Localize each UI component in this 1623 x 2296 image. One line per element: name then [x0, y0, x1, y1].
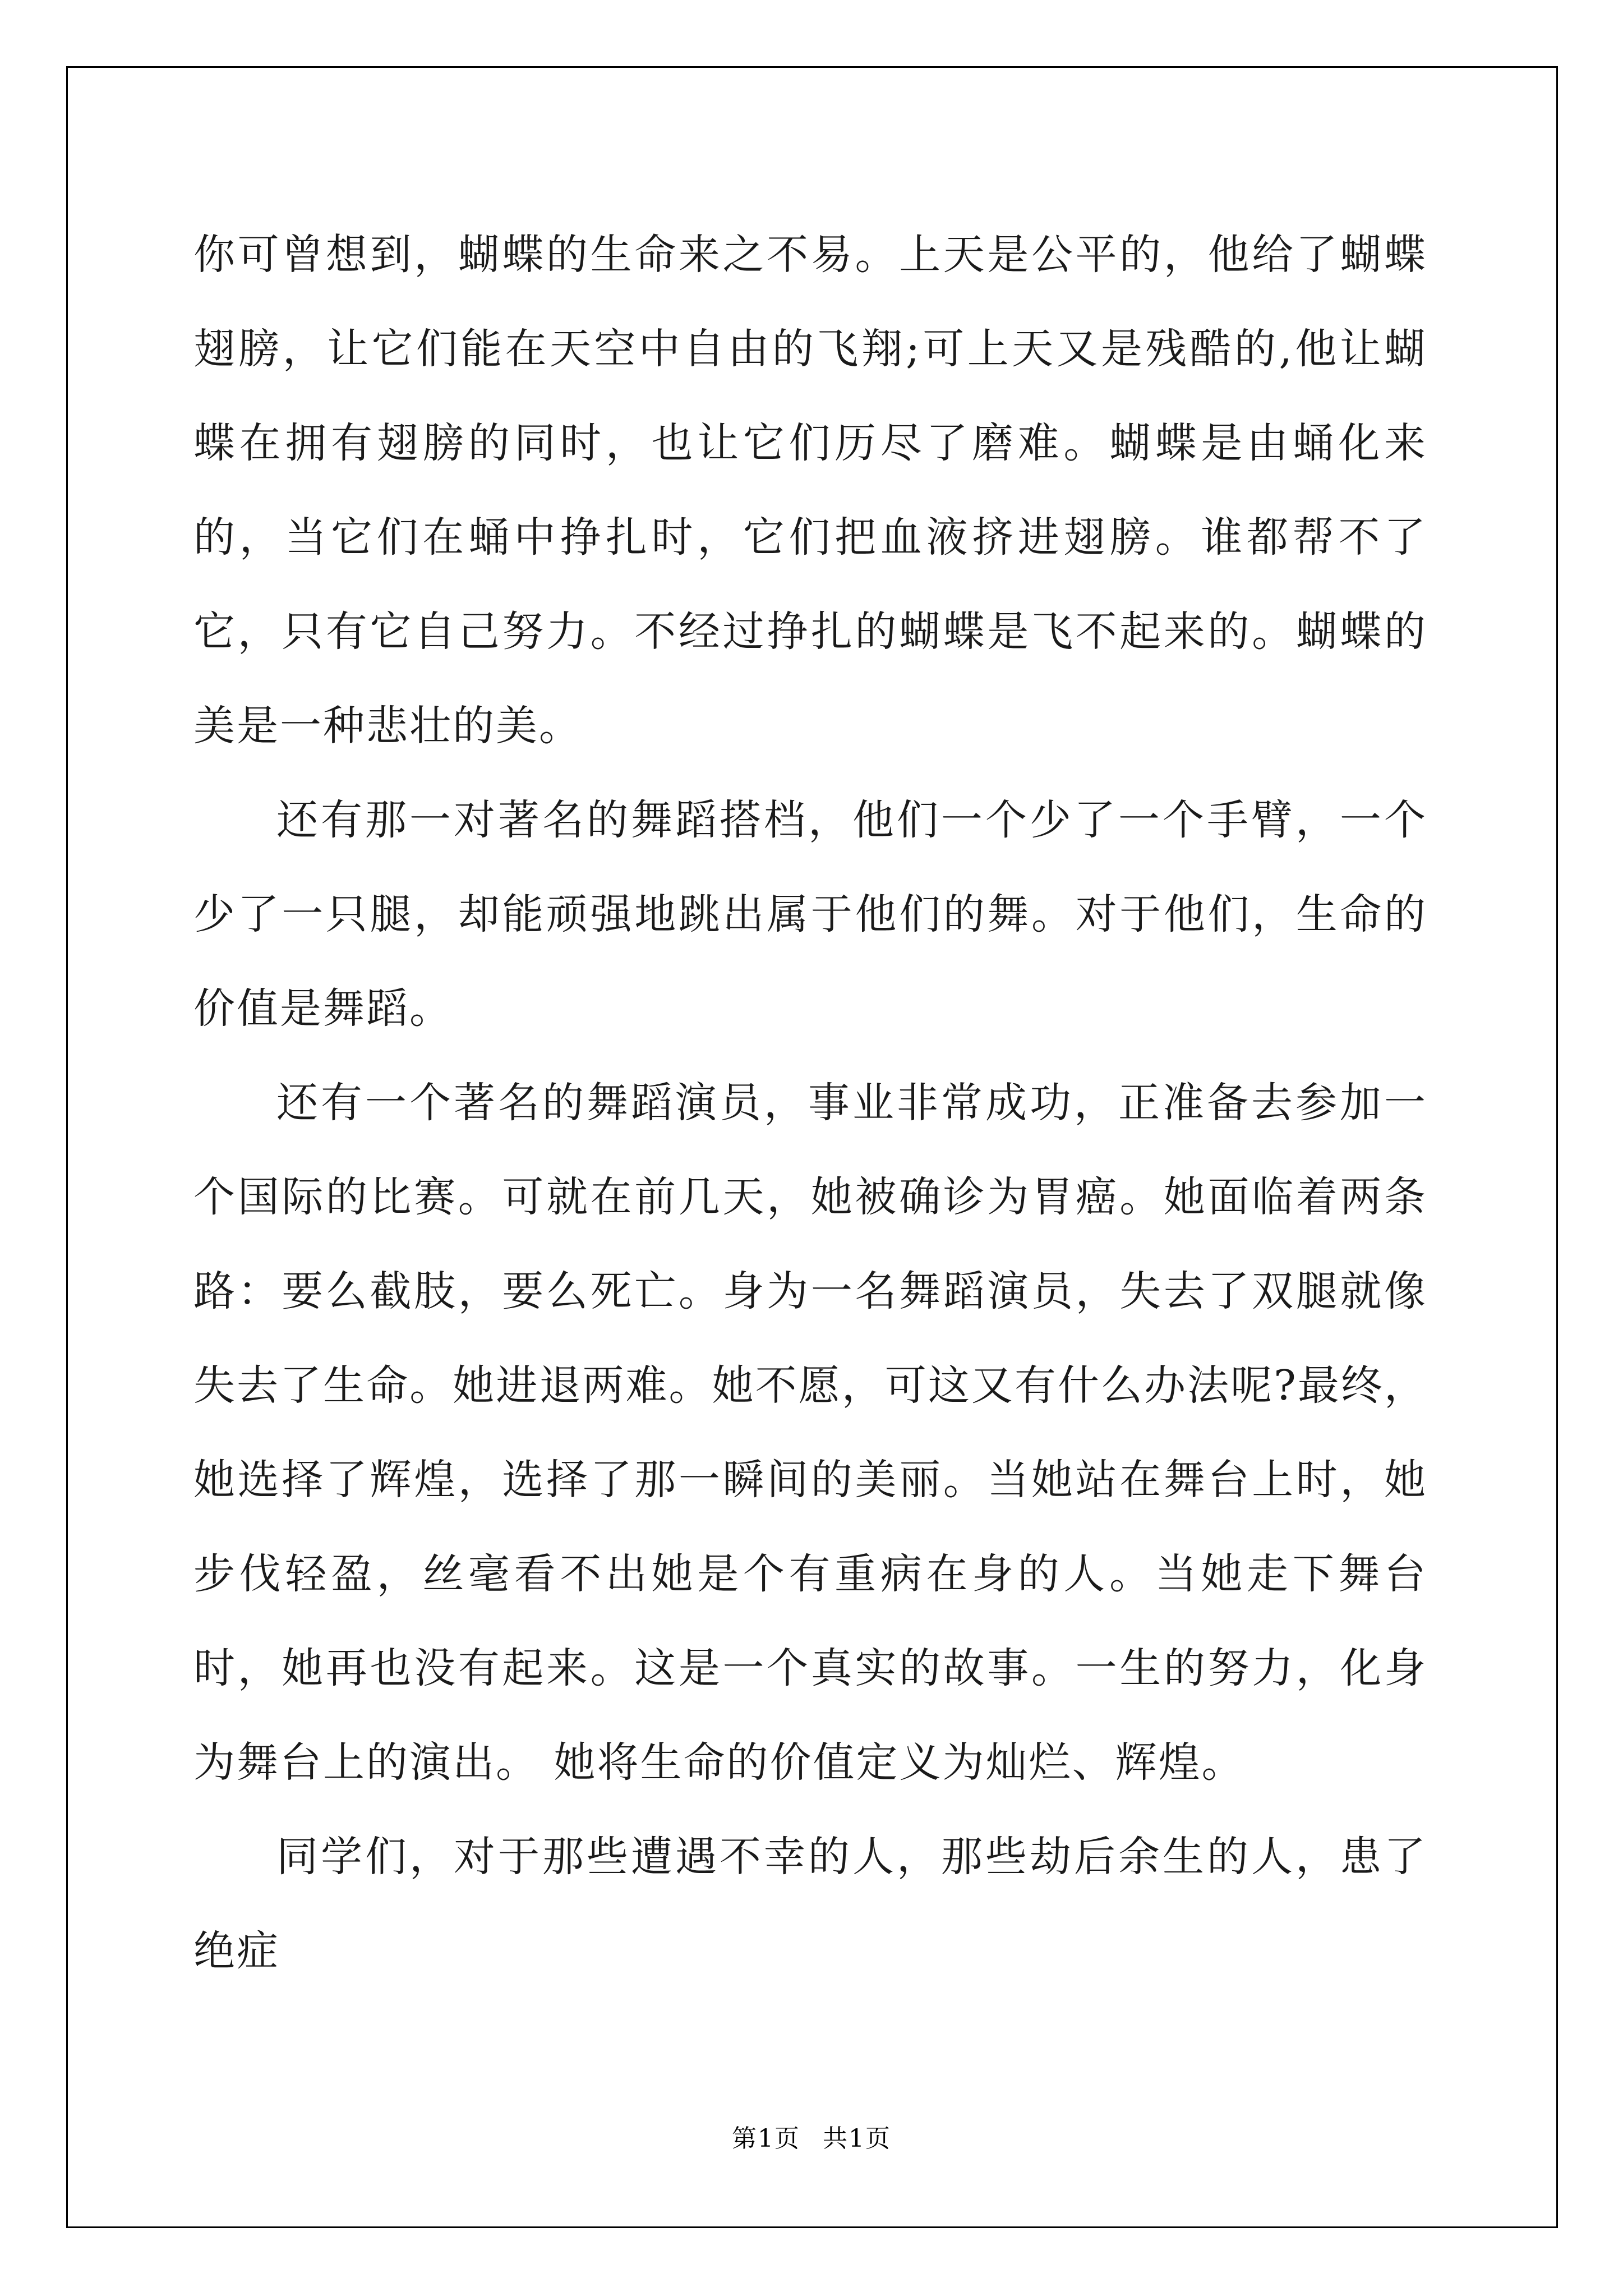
document-body: [193, 208, 1427, 1998]
paragraph-2: 还有那一对著名的舞蹈搭档，他们一个少了一个手臂，一个少了一只腿，却能顽强地跳出属于他们的舞。对于他们，生命的价值是舞蹈。: [193, 796, 1427, 1033]
page-footer: [0, 2118, 1623, 2154]
paragraph-4: 同学们，对于那些遭遇不幸的人，那些劫后余生的人，患了绝症: [193, 1833, 1427, 1975]
page-number: 第1页: [732, 2124, 800, 2153]
page-total: 共1页: [823, 2124, 891, 2153]
paragraph-3: 还有一个著名的舞蹈演员，事业非常成功，正准备去参加一个国际的比赛。可就在前几天，她被确诊为胃癌。她面临着两条路：要么截肢，要么死亡。身为一名舞蹈演员，失去了双腿就像失去了生命。她进退两难。她不愿，可这又有什么办法呢?最终，她选择了辉煌，选择了那一瞬间的美丽。当她站在舞台上时，她步伐轻盈，丝毫看不出她是个有重病在身的人。当她走下舞台时，她再也没有起来。这是一个真实的故事。一生的努力，化身为舞台上的演出。 她将生命的价值定义为灿烂、辉煌。: [193, 1079, 1427, 1787]
paragraph-1: 你可曾想到，蝴蝶的生命来之不易。上天是公平的，他给了蝴蝶翅膀，让它们能在天空中自由的飞翔;可上天又是残酷的,他让蝴蝶在拥有翅膀的同时，也让它们历尽了磨难。蝴蝶是由蛹化来的，当它们在蛹中挣扎时，它们把血液挤进翅膀。谁都帮不了它，只有它自己努力。不经过挣扎的蝴蝶是飞不起来的。蝴蝶的美是一种悲壮的美。: [193, 231, 1427, 750]
